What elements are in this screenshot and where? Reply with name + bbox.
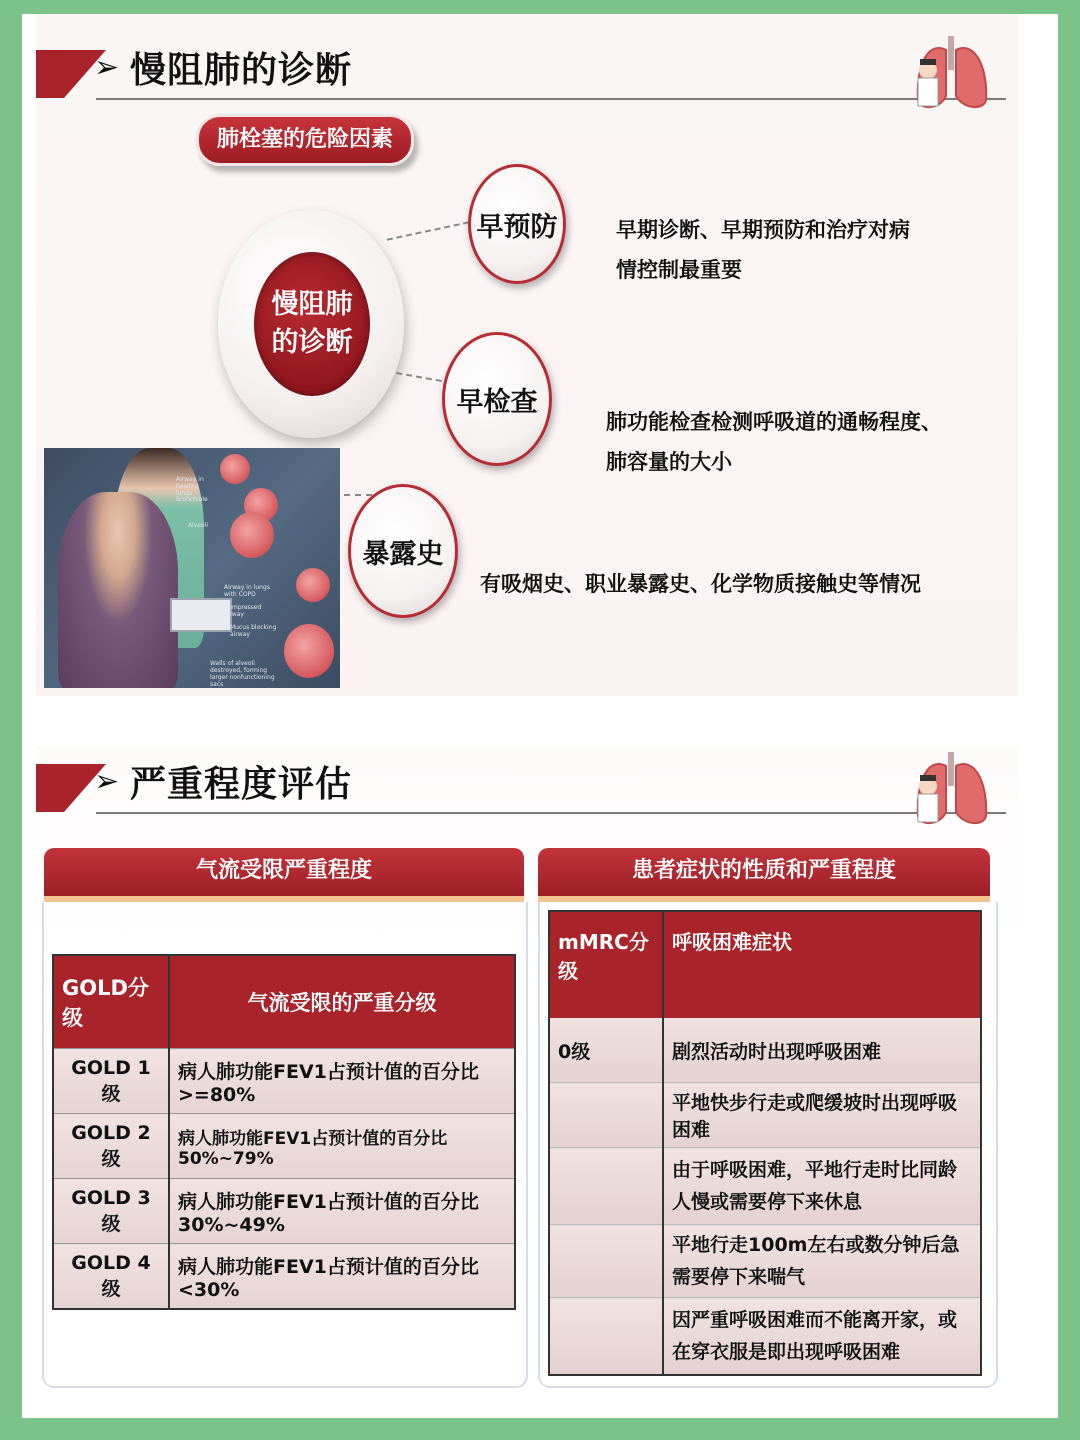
spirometer-device: [170, 598, 232, 632]
bubble-examination: 早检查: [442, 332, 552, 466]
header-rule: [96, 98, 1006, 100]
mmrc-desc: 由于呼吸困难，平地行走时比同龄人慢或需要停下来休息: [663, 1148, 981, 1225]
photo-label: Mucus blocking airway: [230, 624, 277, 638]
section-header-diagnosis: [36, 36, 1016, 96]
table-header-row: [549, 911, 981, 1018]
desc-examination: 肺功能检查检测呼吸道的通畅程度、肺容量的大小: [606, 410, 942, 474]
risk-factors-pill: 肺栓塞的危险因素: [196, 114, 414, 166]
table-row: [53, 1114, 515, 1179]
table-row: [549, 1148, 981, 1225]
red-tab: [36, 764, 64, 812]
lung-doctor-icon: [906, 746, 996, 830]
alveoli-shape: [296, 568, 330, 602]
photo-label: Bronchiole: [176, 496, 208, 503]
photo-label: Walls of alveoli destroyed, forming larger nonfunctioning sacs: [210, 660, 275, 688]
table-row: [549, 1298, 981, 1376]
section-title: 严重程度评估: [130, 764, 353, 805]
mmrc-grade: 0级: [549, 1018, 663, 1083]
arrow-icon: ➢: [94, 764, 120, 799]
gold-grade: GOLD 2级: [53, 1114, 169, 1179]
table-header-cell: 气流受限的严重分级: [169, 955, 515, 1049]
table-row: [549, 1018, 981, 1083]
table-row: [53, 1179, 515, 1244]
table-header-cell: GOLD分级: [53, 955, 169, 1049]
table-row: [549, 1225, 981, 1298]
mmrc-grade: [549, 1083, 663, 1148]
gold-desc: 病人肺功能FEV1占预计值的百分比>=80%: [169, 1049, 515, 1114]
photo-label: Airway in healthy lungs: [176, 476, 204, 497]
mmrc-desc: 剧烈活动时出现呼吸困难: [663, 1018, 981, 1083]
table-header-cell: 呼吸困难症状: [663, 911, 981, 1018]
section-header-severity: [36, 750, 1016, 810]
gold-desc: 病人肺功能FEV1占预计值的百分比<30%: [169, 1244, 515, 1310]
alveoli-shape: [220, 454, 250, 484]
arrow-icon: ➢: [94, 50, 120, 85]
gold-desc: 病人肺功能FEV1占预计值的百分比30%~49%: [169, 1179, 515, 1244]
photo-label: Alveoli: [188, 522, 209, 529]
mmrc-desc: 平地快步行走或爬缓坡时出现呼吸困难: [663, 1083, 981, 1148]
table-header-row: [53, 955, 515, 1049]
mmrc-desc: 平地行走100m左右或数分钟后急需要停下来喘气: [663, 1225, 981, 1298]
bubble-exposure: 暴露史: [348, 484, 458, 618]
red-tab: [36, 50, 64, 98]
gold-desc: 病人肺功能FEV1占预计值的百分比50%~79%: [169, 1114, 515, 1179]
section-title: 慢阻肺的诊断: [130, 50, 353, 91]
center-label: 慢阻肺的诊断: [254, 252, 370, 396]
mmrc-grade: [549, 1225, 663, 1298]
mmrc-grade: [549, 1298, 663, 1376]
table-row: [549, 1083, 981, 1148]
gold-table: [52, 954, 516, 1310]
alveoli-shape: [230, 512, 274, 558]
lung-doctor-icon: [906, 30, 996, 114]
airflow-box-heading: 气流受限严重程度: [44, 848, 524, 902]
page: [22, 14, 1058, 1418]
patient-figure: [58, 492, 178, 688]
bubble-prevention: 早预防: [468, 164, 566, 284]
mmrc-desc: 因严重呼吸困难而不能离开家，或在穿衣服是即出现呼吸困难: [663, 1298, 981, 1376]
desc-prevention: 早期诊断、早期预防和治疗对病情控制最重要: [616, 218, 910, 282]
desc-exposure: 有吸烟史、职业暴露史、化学物质接触史等情况: [480, 572, 921, 596]
gold-grade: GOLD 3级: [53, 1179, 169, 1244]
mmrc-grade: [549, 1148, 663, 1225]
alveoli-shape: [284, 624, 334, 678]
symptom-box-heading: 患者症状的性质和严重程度: [538, 848, 990, 902]
photo-label: Airway in lungs with COPD: [224, 584, 270, 598]
gold-grade: GOLD 1级: [53, 1049, 169, 1114]
photo-label: Compressed airway: [224, 604, 262, 618]
header-rule: [96, 812, 1006, 814]
table-row: [53, 1049, 515, 1114]
mmrc-table: [548, 910, 982, 1376]
connector-line: [344, 494, 372, 496]
table-row: [53, 1244, 515, 1310]
copd-illustration: [44, 448, 340, 688]
gold-grade: GOLD 4级: [53, 1244, 169, 1310]
table-header-cell: mMRC分级: [549, 911, 663, 1018]
